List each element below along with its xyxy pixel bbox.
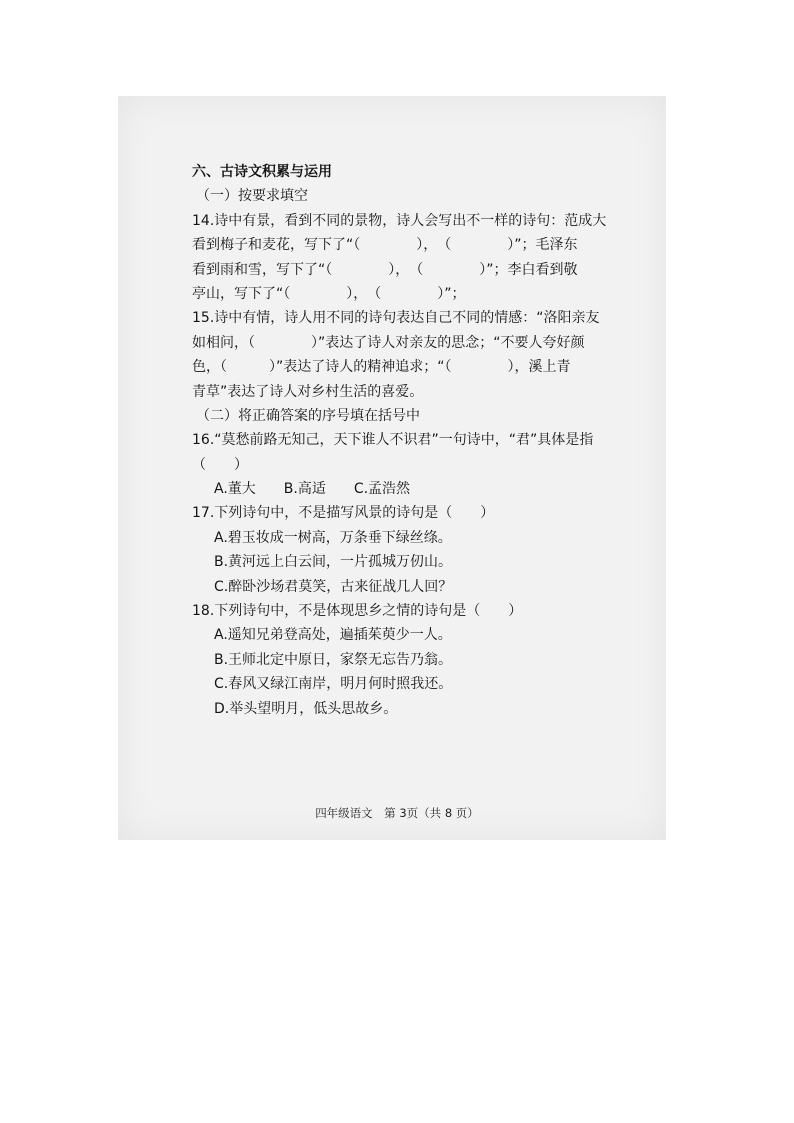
q15-line-2: 如相问，（ ）”表达了诗人对亲友的思念；“不要人夸好颜: [192, 334, 585, 351]
question-16: [192, 428, 594, 501]
q17-option-c: C.醉卧沙场君莫笑，古来征战几人回？: [214, 578, 453, 595]
q15-line-1: 15.诗中有情，诗人用不同的诗句表达自己不同的情感：“洛阳亲友: [192, 310, 600, 327]
q16-line-1: 16.“莫愁前路无知己，天下谁人不识君”一句诗中，“君”具体是指: [192, 432, 594, 449]
q18-stem: 18.下列诗句中，不是体现思乡之情的诗句是（ ）: [192, 603, 523, 620]
q15-line-3: 色，（ ）”表达了诗人的精神追求；“（ ），溪上青: [192, 359, 571, 376]
q18-option-c: C.春风又绿江南岸，明月何时照我还。: [214, 676, 453, 693]
q14-line-3: 看到雨和雪，写下了“（ ）， （ ）”；李白看到敬: [192, 261, 578, 278]
q17-stem: 17.下列诗句中，不是描写风景的诗句是（ ）: [192, 505, 495, 522]
part1-title: （一）按要求填空: [196, 188, 308, 205]
page-footer: 四年级语文 第 3页（共 8 页）: [315, 806, 479, 820]
question-17: [192, 501, 572, 599]
q14-line-1: 14.诗中有景，看到不同的景物，诗人会写出不一样的诗句：范成大: [192, 212, 607, 229]
exam-content: [192, 160, 607, 721]
q18-option-b: B.王师北定中原日，家祭无忘告乃翁。: [214, 651, 453, 668]
part2-title: （二）将正确答案的序号填在括号中: [196, 407, 420, 424]
section-title: 六、古诗文积累与运用: [192, 164, 332, 180]
question-18: [192, 599, 572, 721]
question-14: [192, 209, 607, 307]
question-15: [192, 306, 600, 404]
q16-options: A.董大 B.高适 C.孟浩然: [214, 481, 411, 498]
q16-answer-bracket: （ ）: [192, 456, 248, 473]
q15-line-4: 青草”表达了诗人对乡村生活的喜爱。: [192, 383, 424, 400]
q18-option-d: D.举头望明月，低头思故乡。: [214, 700, 398, 717]
q14-line-4: 亭山，写下了“（ ）， （ ）”；: [192, 285, 466, 302]
q17-option-b: B.黄河远上白云间，一片孤城万仞山。: [214, 554, 453, 571]
q14-line-2: 看到梅子和麦花，写下了“（ ）， （ ）”；毛泽东: [192, 237, 578, 254]
q17-option-a: A.碧玉妆成一树高，万条垂下绿丝绦。: [214, 529, 452, 546]
q18-option-a: A.遥知兄弟登高处，遍插茱萸少一人。: [214, 627, 452, 644]
